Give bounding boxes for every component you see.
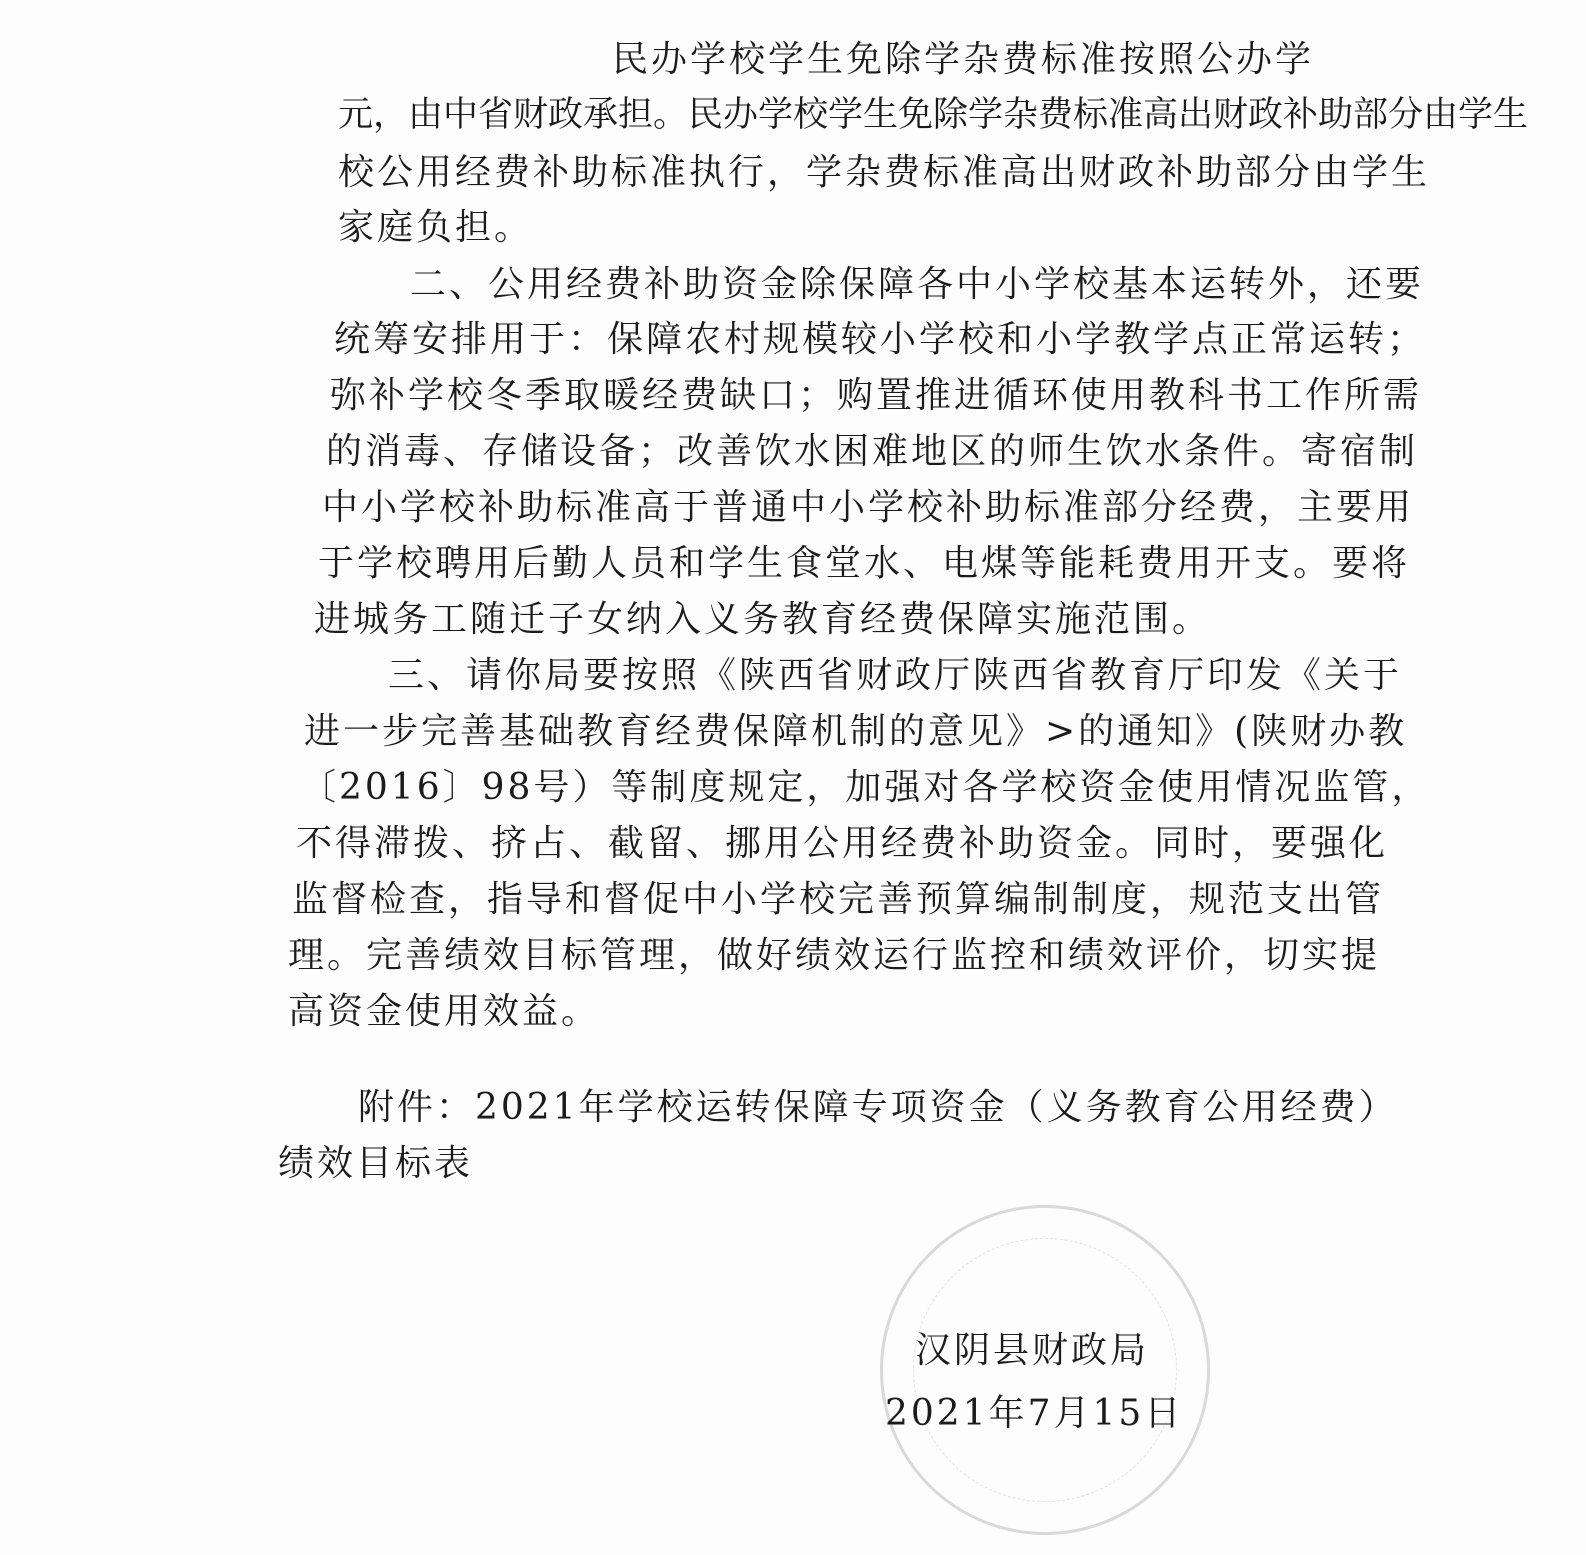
body-line-6: 统筹安排用于：保障农村规模较小学校和小学教学点正常运转； <box>334 319 1427 360</box>
body-line-9: 中小学校补助标准高于普通中小学校补助标准部分经费，主要用 <box>322 487 1415 528</box>
attachment-line-2: 绩效目标表 <box>278 1143 474 1184</box>
body-line-11: 进城务工随迁子女纳入义务教育经费保障实施范围。 <box>314 599 1212 640</box>
body-line-18: 高资金使用效益。 <box>288 991 601 1032</box>
body-line-5: 二、公用经费补助资金除保障各中小学校基本运转外，还要 <box>410 264 1425 305</box>
issuer-name: 汉阴县财政局 <box>915 1330 1150 1371</box>
body-line-15: 不得滞拨、挤占、截留、挪用公用经费补助资金。同时，要强化 <box>296 823 1389 864</box>
issue-date: 2021年7月15日 <box>885 1393 1184 1434</box>
body-line-8: 的消毒、存储设备；改善饮水困难地区的师生饮水条件。寄宿制 <box>326 431 1419 472</box>
body-line-3: 校公用经费补助标准执行，学杂费标准高出财政补助部分由学生 <box>338 152 1431 193</box>
body-line-10: 于学校聘用后勤人员和学生食堂水、电煤等能耗费用开支。要将 <box>318 543 1411 584</box>
body-line-13: 进一步完善基础教育经费保障机制的意见》>的通知》(陕财办教 <box>304 711 1408 752</box>
body-line-4: 家庭负担。 <box>338 207 534 248</box>
body-line-12: 三、请你局要按照《陕西省财政厅陕西省教育厅印发《关于 <box>388 655 1403 696</box>
body-line-2: 元，由中省财政承担。民办学校学生免除学杂费标准高出财政补助部分由学生 <box>338 95 1529 135</box>
body-line-7: 弥补学校冬季取暖经费缺口；购置推进循环使用教科书工作所需 <box>330 375 1423 416</box>
body-line-1: 民办学校学生免除学杂费标准按照公办学 <box>612 39 1315 80</box>
body-line-17: 理。完善绩效目标管理，做好绩效运行监控和绩效评价，切实提 <box>288 935 1381 976</box>
body-line-14: 〔2016〕98号）等制度规定，加强对各学校资金使用情况监管， <box>300 767 1431 808</box>
attachment-line-1: 附件：2021年学校运转保障专项资金（义务教育公用经费） <box>358 1087 1398 1128</box>
body-line-16: 监督检查，指导和督促中小学校完善预算编制制度，规范支出管 <box>292 879 1385 920</box>
